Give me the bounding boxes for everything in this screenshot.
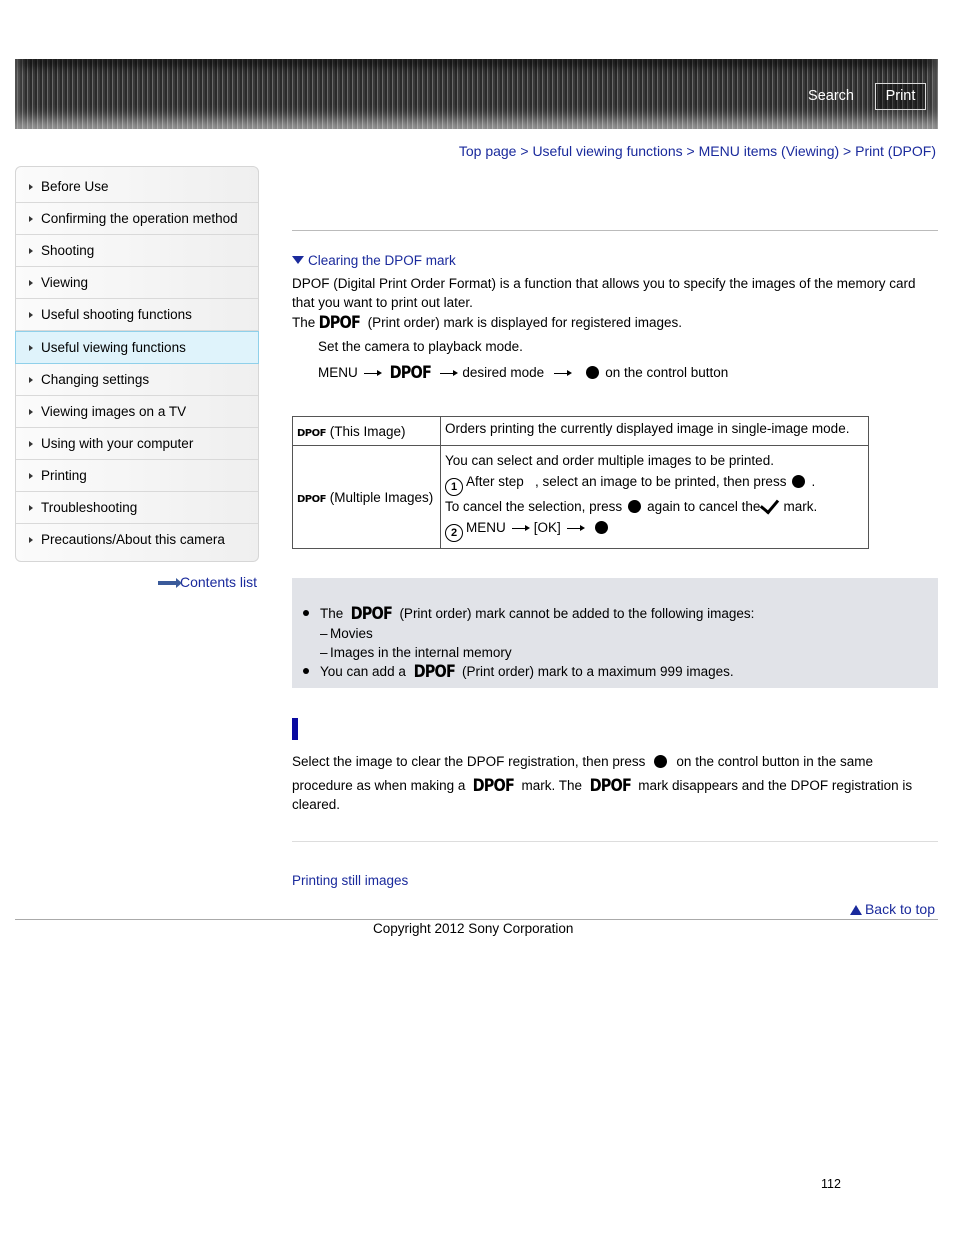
text: After step <box>466 474 524 489</box>
center-button-icon <box>654 755 667 768</box>
text: mark. <box>783 499 818 514</box>
divider <box>292 230 938 231</box>
list-item <box>302 604 754 624</box>
text: procedure as when making a <box>292 778 466 793</box>
sidebar-item-label: Shooting <box>41 243 95 258</box>
center-button-icon <box>628 500 641 513</box>
text: mark disappears and the DPOF registration is <box>638 778 913 793</box>
search-button[interactable]: Search <box>808 88 854 104</box>
divider <box>292 841 938 842</box>
mark-suffix: (Print order) mark is displayed for registered images. <box>367 315 683 330</box>
sidebar-item-label: Changing settings <box>41 372 150 387</box>
list-item: – Images in the internal memory <box>302 643 754 662</box>
sidebar-item-troubleshooting[interactable] <box>16 492 258 524</box>
intro-text: DPOF (Digital Print Order Format) is a function that allows you to specify the images of the memory card that you want to print out later. <box>292 276 916 310</box>
desired-mode-label: desired mode <box>462 365 545 380</box>
step-1: Set the camera to playback mode. <box>318 339 523 354</box>
sidebar-item-useful-viewing[interactable] <box>15 331 259 364</box>
option-label: (This Image) <box>329 423 406 439</box>
dpof-single-icon: DPOF <box>297 427 326 439</box>
arrow-right-icon <box>567 528 583 529</box>
text: MENU <box>466 520 506 535</box>
text: [OK] <box>533 520 561 535</box>
copyright: Copyright 2012 Sony Corporation <box>373 921 574 936</box>
sidebar-item-before-use[interactable] <box>16 171 258 203</box>
sidebar-item-label: Viewing <box>41 275 89 290</box>
text: To cancel the selection, press <box>445 499 623 514</box>
text: You can add a <box>320 664 406 679</box>
notes-box <box>292 578 938 688</box>
sidebar-item-label: Printing <box>41 468 87 483</box>
text: . <box>811 474 816 489</box>
arrow-right-icon <box>29 312 33 318</box>
sidebar-item-confirming-operation[interactable] <box>16 203 258 235</box>
anchor-link-label: Clearing the DPOF mark <box>308 253 456 268</box>
breadcrumb-useful-viewing-functions[interactable]: Useful viewing functions <box>532 143 683 159</box>
triangle-down-icon <box>292 256 304 264</box>
clearing-dpof-anchor-link[interactable] <box>292 253 456 268</box>
table-cell: Orders printing the currently displayed image in single-image mode. <box>441 417 869 446</box>
arrow-right-icon <box>29 409 33 415</box>
sidebar-item-useful-shooting[interactable] <box>16 299 258 331</box>
sidebar-item-label: Useful viewing functions <box>41 340 186 355</box>
arrow-right-icon <box>29 473 33 479</box>
table-cell <box>293 446 441 549</box>
page-number: 112 <box>821 1177 841 1191</box>
print-button[interactable]: Print <box>875 83 926 110</box>
breadcrumb <box>459 143 936 159</box>
dpof-options-table <box>292 416 869 549</box>
back-to-top-link[interactable] <box>850 901 935 917</box>
sidebar-item-precautions[interactable] <box>16 524 258 555</box>
arrow-right-icon <box>158 581 178 585</box>
sidebar-nav <box>15 166 259 562</box>
text: on the control button in the same <box>676 754 874 769</box>
arrow-right-icon <box>29 248 33 254</box>
table-row <box>293 446 869 549</box>
footer-divider <box>15 919 938 920</box>
number-1-icon: 1 <box>445 478 463 496</box>
arrow-right-icon <box>29 505 33 511</box>
sidebar-item-using-computer[interactable] <box>16 428 258 460</box>
header-bar <box>15 59 938 129</box>
list-item <box>302 662 754 682</box>
dpof-multiple-icon: DPOF <box>297 493 326 505</box>
sidebar-item-viewing-on-tv[interactable] <box>16 396 258 428</box>
contents-list-label: Contents list <box>180 574 258 590</box>
related-link-printing-still-images[interactable]: Printing still images <box>292 873 409 888</box>
arrow-right-icon <box>440 373 456 374</box>
section-heading-bar <box>292 718 298 740</box>
breadcrumb-separator: > <box>682 143 699 159</box>
text: mark. The <box>521 778 583 793</box>
arrow-right-icon <box>29 345 33 351</box>
back-to-top-label: Back to top <box>864 901 935 917</box>
multi-line-4 <box>445 517 864 542</box>
arrow-right-icon <box>29 377 33 383</box>
sidebar-item-label: Viewing images on a TV <box>41 404 187 419</box>
breadcrumb-separator: > <box>516 143 533 159</box>
arrow-right-icon <box>29 537 33 543</box>
text: The <box>320 606 344 621</box>
table-row <box>293 417 869 446</box>
option-label: (Multiple Images) <box>329 489 434 505</box>
mark-prefix: The <box>292 315 316 330</box>
sidebar-item-label: Troubleshooting <box>41 500 138 515</box>
sidebar-item-changing-settings[interactable] <box>16 364 258 396</box>
multi-line-3 <box>445 496 864 517</box>
dpof-icon: DPOF <box>350 604 393 624</box>
table-cell <box>441 446 869 549</box>
text: , select an image to be printed, then press <box>535 474 787 489</box>
menu-label: MENU <box>318 365 358 380</box>
arrow-right-icon <box>29 184 33 190</box>
center-button-icon <box>586 366 599 379</box>
breadcrumb-separator: > <box>839 143 856 159</box>
breadcrumb-top-page[interactable]: Top page <box>458 143 517 159</box>
dpof-icon: DPOF <box>472 776 515 796</box>
sidebar-item-label: Before Use <box>41 179 109 194</box>
center-button-icon <box>595 521 608 534</box>
text: Select the image to clear the DPOF registration, then press <box>292 754 646 769</box>
text: (Print order) mark cannot be added to the following images: <box>399 606 755 621</box>
sidebar-item-label: Confirming the operation method <box>41 211 238 226</box>
sidebar-item-shooting[interactable] <box>16 235 258 267</box>
text: (Print order) mark to a maximum 999 images. <box>462 664 734 679</box>
dpof-icon: DPOF <box>318 313 361 333</box>
arrow-right-icon <box>29 441 33 447</box>
sidebar-item-viewing[interactable] <box>16 267 258 299</box>
center-button-icon <box>792 475 805 488</box>
breadcrumb-menu-items-viewing[interactable]: MENU items (Viewing) <box>698 143 840 159</box>
dpof-icon: DPOF <box>413 662 455 682</box>
control-button-label: on the control button <box>605 365 729 380</box>
contents-list-link[interactable] <box>158 574 257 590</box>
triangle-up-icon <box>850 905 862 915</box>
arrow-right-icon <box>29 216 33 222</box>
list-item: – Movies <box>302 624 754 643</box>
arrow-right-icon <box>512 528 528 529</box>
breadcrumb-print-dpof[interactable]: Print (DPOF) <box>855 143 936 159</box>
checkmark-icon <box>760 494 779 514</box>
text: cleared. <box>292 797 341 812</box>
step-2 <box>318 363 918 383</box>
sidebar-item-label: Useful shooting functions <box>41 307 192 322</box>
arrow-right-icon <box>364 373 380 374</box>
arrow-right-icon <box>29 280 33 286</box>
text: again to cancel the <box>647 499 761 514</box>
sidebar-item-label: Precautions/About this camera <box>41 532 225 547</box>
number-2-icon: 2 <box>445 524 463 542</box>
dpof-icon: DPOF <box>389 363 431 383</box>
clear-description <box>292 750 938 812</box>
dpof-icon: DPOF <box>589 776 631 796</box>
multi-line-2 <box>445 471 864 496</box>
arrow-right-icon <box>554 373 570 374</box>
table-cell <box>293 417 441 446</box>
sidebar-item-label: Using with your computer <box>41 436 194 451</box>
mark-description <box>292 313 938 333</box>
multi-line-1: You can select and order multiple images to be printed. <box>445 453 774 468</box>
sidebar-item-printing[interactable] <box>16 460 258 492</box>
